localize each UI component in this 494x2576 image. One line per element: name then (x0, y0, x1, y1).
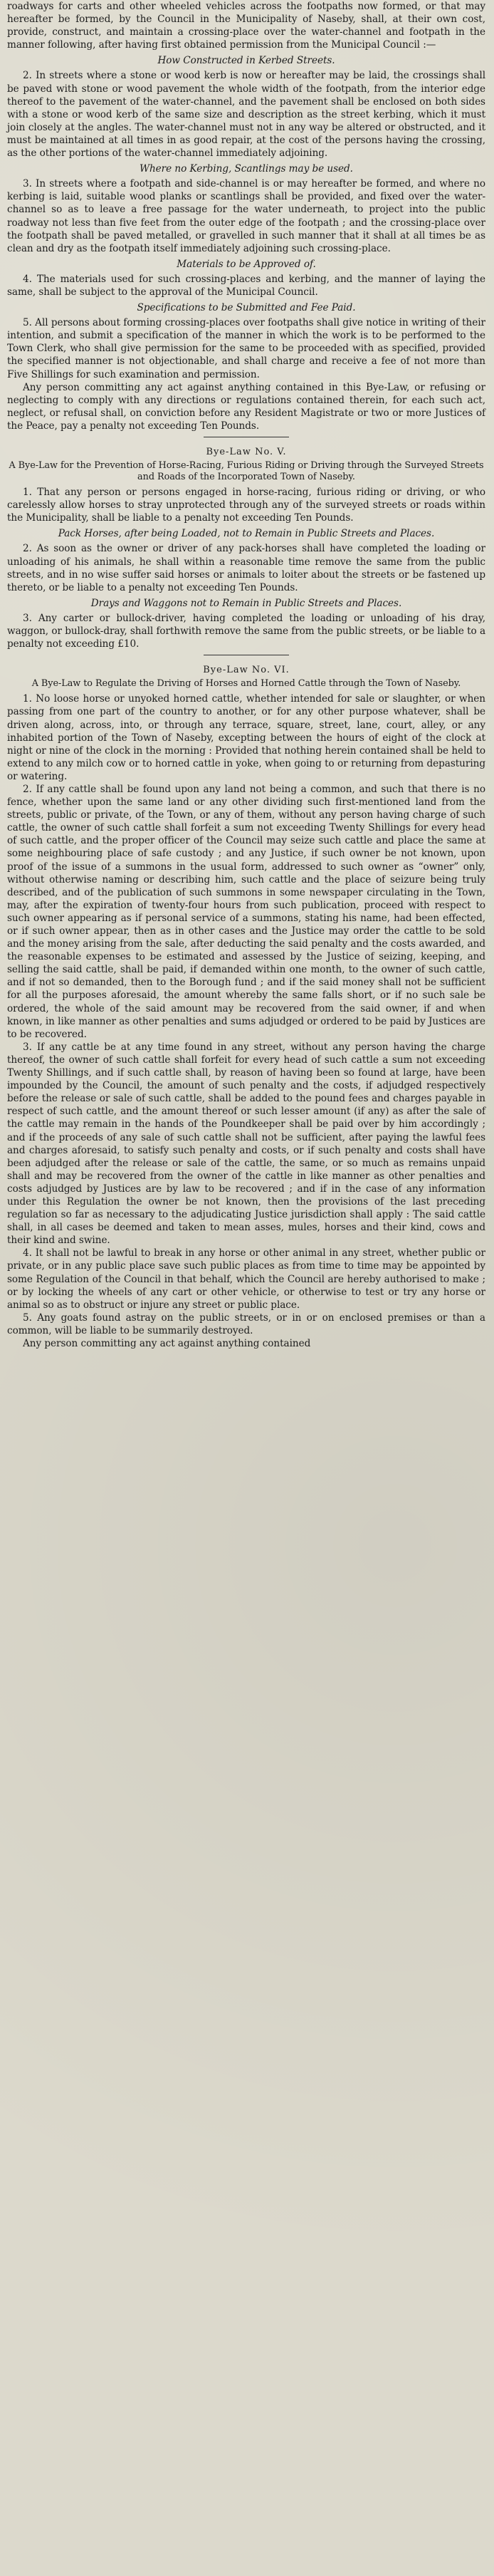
intro-paragraph: roadways for carts and other wheeled vehicles across the footpaths now formed, or that may hereafter be formed, by the Council in the Municipality of Naseby, shall, at their own cost, provide, construct, and maintain a crossing-place over the water-channel and footpath in the manner following, after having first obtained permission from the Municipal Council :— (7, 1, 485, 51)
materials-heading: Materials to be Approved of. (177, 258, 316, 270)
drays-heading: Drays and Waggons not to Remain in Public Streets and Places. (90, 597, 402, 609)
materials-paragraph: 4. The materials used for such crossing-places and kerbing, and the manner of laying the same, shall be subject to the approval of the Municipal Council. (7, 273, 485, 298)
kerbed-paragraph: 2. In streets where a stone or wood kerb is now or hereafter may be laid, the crossings shall be paved with stone or wood pavement the whole width of the footpath, from the interior edge thereof to the pavement of the water-channel, and the pavement shall be enclosed on both sides with a stone or wood kerb of the same size and description as the street kerbing, which it must join closely at the angles. The water-channel must not in any way be altered or obstructed, and it must be maintained at all times in as good repair, at the cost of the persons having the crossing, as the other portions of the water-channel immediately adjoining. (7, 70, 485, 160)
bylaw-5-paragraph-1: 1. That any person or persons engaged in horse-racing, furious riding or driving, or who carelessly allow horses to stray unprotected through any of the surveyed streets or roads within the Municipality, shall be liable to a penalty not exceeding Ten Pounds. (7, 487, 485, 524)
bylaw-6-paragraph-5: 5. Any goats found astray on the public streets, or in or on enclosed premises or than a common, will be liable to be summarily destroyed. (7, 1312, 485, 1336)
bylaw-6-paragraph-6: Any person committing any act against anything contained (23, 1338, 311, 1349)
pack-horses-heading: Pack Horses, after being Loaded, not to Remain in Public Streets and Places. (58, 528, 435, 540)
specifications-heading: Specifications to be Submitted and Fee Paid. (137, 302, 356, 314)
specifications-paragraph: 5. All persons about forming crossing-places over footpaths shall give notice in writing of their intention, and submit a specification of the manner in which the work is to be performed to the Town Clerk, who shall give permission for the same to be proceeded with as specified, provided the specified manner is not objectionable, and shall charge and receive a fee of not more than Five Shillings for such examination and permission. (7, 317, 485, 380)
bylaw-6-description: A Bye-Law to Regulate the Driving of Horses and Horned Cattle through the Town of Naseby. (31, 678, 461, 690)
no-kerbing-paragraph: 3. In streets where a footpath and side-channel is or may hereafter be formed, and where no kerbing is laid, suitable wood planks or scantlings shall be provided, and fixed over the water-channel so as to leave a free passage for the water underneath, to project into the public roadway not less than five feet from the outer edge of the footpath ; and the crossing-place over the footpath shall be paved metalled, or gravelled in such manner that it shall at all times be as clean and dry as the footpath itself immediately adjoining such crossing-place. (7, 178, 485, 254)
bylaw-5-title: Bye-Law No. V. (206, 447, 287, 457)
kerbed-heading: How Constructed in Kerbed Streets. (157, 55, 335, 67)
no-kerbing-heading: Where no Kerbing, Scantlings may be used. (140, 163, 353, 175)
bylaw-5-paragraph-3: 3. Any carter or bullock-driver, having completed the loading or unloading of his dray, waggon, or bullock-dray, shall forthwith remove the same from the public streets, or be liable to a penalty not exceeding £10. (7, 612, 485, 650)
bylaw-6-paragraph-1: 1. No loose horse or unyoked horned cattle, whether intended for sale or slaughter, or when passing from one part of the country to another, or for any other purpose whatever, shall be driven along, across, into, or through any terrace, square, street, lane, court, alley, or any inhabited portion of the Town of Naseby, excepting between the hours of eight of the clock at night or nine of the clock in the morning : Provided that nothing herein contained shall be held to extend to any milch cow or to horned cattle in yoke, when going to or returning from depasturing or watering. (7, 693, 485, 782)
penalty-paragraph: Any person committing any act against anything contained in this Bye-Law, or refusing or neglecting to comply with any directions or regulations contained therein, for each such act, neglect, or refusal shall, on conviction before any Resident Magistrate or two or more Justices of the Peace, pay a penalty not exceeding Ten Pounds. (7, 381, 485, 432)
bylaw-6-paragraph-2: 2. If any cattle shall be found upon any land not being a common, and such that there is no fence, whether upon the same land or any other dividing such first-mentioned land from the streets, public or private, of the Town, or any of them, without any person having charge of such cattle, the owner of such cattle shall forfeit a sum not exceeding Twenty Shillings for every head of such cattle, and the proper officer of the Council may seize such cattle and place the same at some neighbouring place of safe custody ; and any Justice, if such owner be not known, upon proof of the issue of a summons in the usual form, addressed to such owner as “owner” only, without otherwise naming or describing him, such cattle and the place of seizure being truly described, and of the publication of such summons in some newspaper circulating in the Town, may, after the expiration of twenty-four hours from such publication, proceed with respect to such owner appearing as if personal service of a summons, stating his name, had been effected, or if such owner appear, then as in other cases and the Justice may order the cattle to be sold and the money arising from the sale, after deducting the said penalty and the costs awarded, and the reasonable expenses to be estimated and assessed by the Justice of seizing, keeping, and selling the said cattle, shall be paid, if demanded within one month, to the owner of such cattle, and if not so demanded, then to the Borough fund ; and if the said money shall not be sufficient for all the purposes aforesaid, the amount whereby the same falls short, or if no such sale be ordered, the whole of the said amount may be recovered from the said owner, if and when known, in like manner as other penalties and sums adjudged or ordered to be paid by Justices are to be recovered. (7, 783, 485, 1040)
bylaw-6-title: Bye-Law No. VI. (203, 665, 290, 676)
bylaw-6-paragraph-4: 4. It shall not be lawful to break in any horse or other animal in any street, whether public or private, or in any public place save such public places as from time to time may be appointed by some Regulation of the Council in that behalf, which the Council are hereby authorised to make ; or by locking the wheels of any cart or other vehicle, or otherwise to test or try any horse or animal so as to obstruct or injure any street or public place. (7, 1247, 485, 1311)
bylaw-5-paragraph-2: 2. As soon as the owner or driver of any pack-horses shall have completed the loading or unloading of his animals, he shall within a reasonable time remove the same from the public streets, and in no wise suffer said horses or animals to loiter about the streets or be fastened up thereto, or be liable to a penalty not exceeding Ten Pounds. (7, 543, 485, 593)
bylaw-6-paragraph-3: 3. If any cattle be at any time found in any street, without any person having the charge thereof, the owner of such cattle shall forfeit for every head of such cattle a sum not exceeding Twenty Shillings, and if such cattle shall, by reason of having been so found at large, have been impounded by the Council, the amount of such penalty and the costs, if adjudged respectively before the release or sale of such cattle, shall be added to the pound fees and charges payable in respect of such cattle, and the amount thereof or such lesser amount (if any) as after the sale of the cattle may remain in the hands of the Poundkeeper shall be paid over by him accordingly ; and if the proceeds of any sale of such cattle shall not be sufficient, after paying the lawful fees and charges aforesaid, to satisfy such penalty and costs, or if such penalty and costs shall have been adjudged after the release or sale of the cattle, the same, or so much as remains unpaid shall and may be recovered from the owner of the cattle in like manner as other penalties and costs adjudged by Justices are by law to be recovered ; and if in the case of any information under this Regulation the owner be not known, then the provisions of the last preceding regulation so far as necessary to the adjudicating Justice jurisdiction shall apply : The said cattle shall, in all cases be deemed and taken to mean asses, mules, horses and their kind, cows and their kind and swine. (7, 1041, 485, 1247)
bylaw-5-description: A Bye-Law for the Prevention of Horse-Racing, Furious Riding or Driving through the Surveyed Streets and Roads of the Incorporated Town of Naseby. (9, 460, 484, 483)
